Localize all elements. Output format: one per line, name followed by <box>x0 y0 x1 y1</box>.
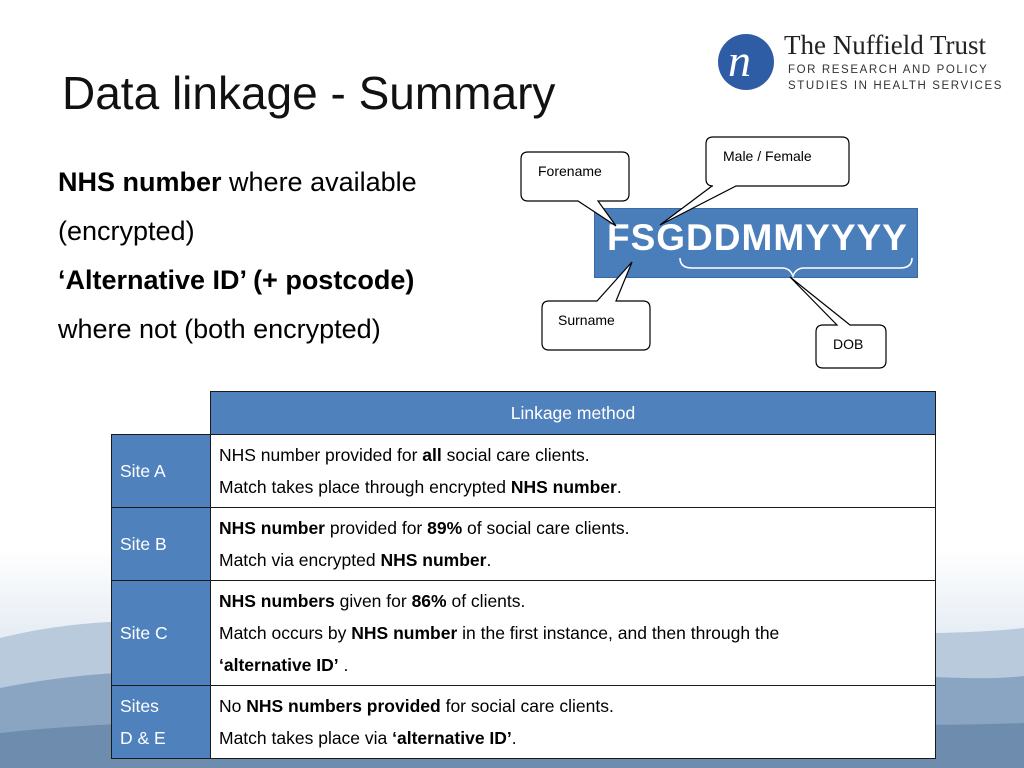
text-run: No <box>219 696 247 716</box>
text-run-bold: 86% <box>411 591 447 611</box>
logo-subtitle-line2: STUDIES IN HEALTH SERVICES <box>788 80 1003 92</box>
text-run: provided for <box>324 518 428 538</box>
table-line <box>219 690 927 722</box>
text-run-bold: NHS number <box>219 518 325 538</box>
text-run: in the first instance, and then through the <box>457 623 780 643</box>
dob-brace <box>680 258 912 276</box>
site-c-label: Site C <box>112 581 211 686</box>
sites-d-e-method <box>211 686 936 759</box>
text-run-bold: NHS number <box>510 477 617 497</box>
summary-line-4: where not (both encrypted) <box>58 314 381 344</box>
text-run: . <box>616 477 622 497</box>
text-run: Match via encrypted <box>219 550 381 570</box>
text-run-bold: NHS numbers provided <box>246 696 441 716</box>
text-run: . <box>486 550 492 570</box>
surname-callout-bubble <box>542 262 650 350</box>
summary-line-1-rest: where available <box>221 167 417 197</box>
text-run: for social care clients. <box>440 696 614 716</box>
text-run-bold: ‘alternative ID’ <box>219 655 339 675</box>
site-c-method <box>211 581 936 686</box>
table-line <box>219 649 927 681</box>
table-row-site-b <box>112 508 936 581</box>
table-corner-cell <box>112 392 211 435</box>
table-header-row <box>112 392 936 435</box>
sites-d-e-label-line1: Sites <box>120 696 159 716</box>
dob-callout-bubble <box>790 277 886 368</box>
text-run-bold: ‘alternative ID’ <box>392 728 512 748</box>
site-b-method <box>211 508 936 581</box>
gender-label: Male / Female <box>723 148 812 164</box>
summary-line-2: (encrypted) <box>58 216 195 246</box>
table-row-site-a <box>112 435 936 508</box>
table-row-site-c <box>112 581 936 686</box>
slide-title: Data linkage - Summary <box>62 67 556 119</box>
table-row-sites-d-e <box>112 686 936 759</box>
site-a-method <box>211 435 936 508</box>
text-run: of social care clients. <box>462 518 630 538</box>
dob-label: DOB <box>833 336 864 352</box>
text-run: Match takes place through encrypted <box>219 477 511 497</box>
linkage-method-header: Linkage method <box>211 392 936 435</box>
text-run: social care clients. <box>441 445 590 465</box>
text-run-bold: 89% <box>427 518 463 538</box>
summary-line-3: ‘Alternative ID’ (+ postcode) <box>58 265 415 295</box>
text-run-bold: NHS number <box>351 623 458 643</box>
text-run: . <box>511 728 517 748</box>
text-run-bold: NHS numbers <box>219 591 335 611</box>
table-line <box>219 471 927 503</box>
sites-d-e-label <box>112 686 211 759</box>
table-line <box>219 585 927 617</box>
nhs-number-term: NHS number <box>58 167 222 197</box>
text-run: NHS number provided for <box>219 445 423 465</box>
text-run-bold: all <box>422 445 442 465</box>
text-run: of clients. <box>446 591 526 611</box>
logo-subtitle-line1: FOR RESEARCH AND POLICY <box>788 64 989 76</box>
logo-mark-letter: n <box>728 35 751 86</box>
text-run: Match takes place via <box>219 728 393 748</box>
text-run: Match occurs by <box>219 623 352 643</box>
id-code-text: FSGDDMMYYYY <box>607 217 908 258</box>
linkage-table <box>111 391 936 759</box>
table-line <box>219 617 927 649</box>
table-line <box>219 512 927 544</box>
callout-shapes <box>0 0 1024 380</box>
site-a-label: Site A <box>112 435 211 508</box>
text-run: given for <box>334 591 412 611</box>
surname-label: Surname <box>558 312 615 328</box>
table-line <box>219 722 927 754</box>
table-line <box>219 544 927 576</box>
text-run: . <box>338 655 349 675</box>
site-b-label: Site B <box>112 508 211 581</box>
table-line <box>219 439 927 471</box>
sites-d-e-label-line2: D & E <box>120 728 166 748</box>
logo-title: The Nuffield Trust <box>784 30 987 60</box>
forename-label: Forename <box>538 163 602 179</box>
text-run-bold: NHS number <box>380 550 487 570</box>
id-format-diagram <box>0 0 1024 380</box>
